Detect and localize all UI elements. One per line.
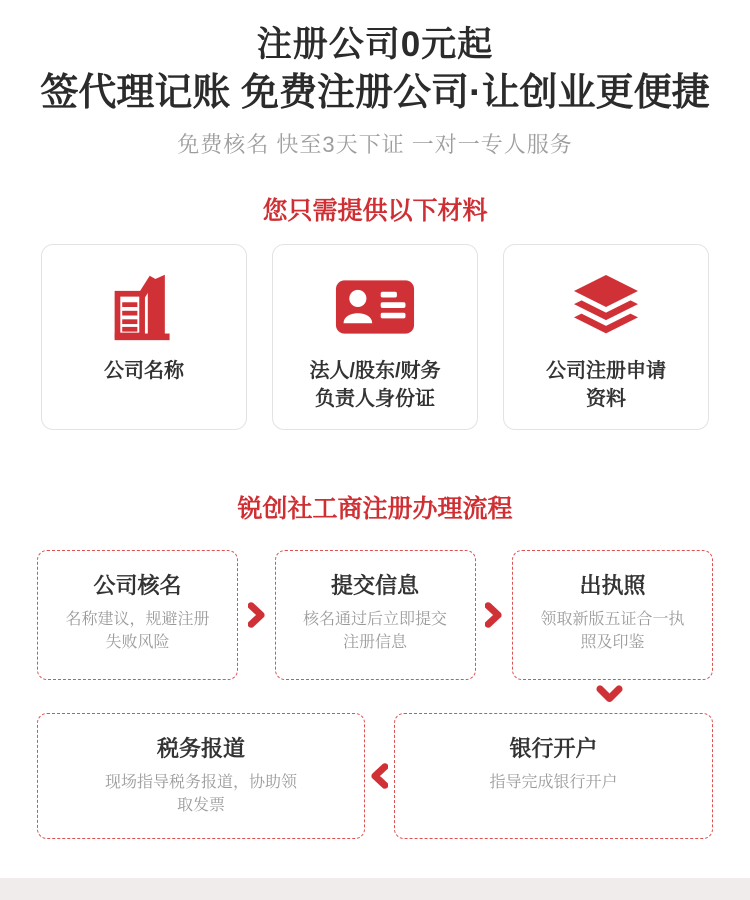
page-title-line1: 注册公司0元起 — [256, 25, 494, 64]
process-step-bank-account — [394, 713, 713, 839]
material-card-application-docs — [503, 244, 709, 430]
process-step-desc — [38, 608, 237, 654]
building-icon — [106, 271, 182, 343]
chevron-right-icon — [248, 600, 265, 630]
material-card-company-name — [41, 244, 247, 430]
process-flow-row1 — [37, 550, 713, 680]
process-step-desc — [276, 608, 475, 654]
process-step-license — [512, 550, 713, 680]
material-card-label — [309, 357, 440, 413]
process-step-name-check — [37, 550, 238, 680]
id-card-icon — [335, 271, 415, 343]
process-step-desc-line2: 照及印鉴 — [580, 634, 645, 651]
material-card-label-line1: 法人/股东/财务 — [309, 360, 441, 382]
process-step-desc — [395, 771, 712, 794]
hero-header — [0, 0, 750, 158]
process-step-desc-line1: 现场指导税务报道，协助领 — [104, 774, 297, 791]
process-step-desc — [513, 608, 712, 654]
page-subtitle: 免费核名 快至3天下证 一对一专人服务 — [177, 132, 573, 157]
layers-icon — [568, 271, 644, 343]
chevron-down-icon — [0, 685, 750, 705]
chevron-left-icon — [371, 761, 388, 791]
material-card-id-cards — [272, 244, 478, 430]
chevron-right-icon — [485, 600, 502, 630]
process-step-desc-line2: 失败风险 — [105, 634, 170, 651]
footer-bar — [0, 878, 750, 900]
process-step-desc — [38, 771, 364, 817]
material-card-label-line2: 负责人身份证 — [315, 388, 435, 410]
process-section-title: 锐创社工商注册办理流程 — [237, 495, 513, 523]
process-step-tax-registration — [37, 713, 365, 839]
material-card-label — [104, 357, 184, 385]
material-card-label-line1: 公司注册申请 — [546, 360, 666, 382]
materials-section-title: 您只需提供以下材料 — [262, 197, 488, 225]
process-step-title: 公司核名 — [93, 573, 182, 598]
process-step-desc-line1: 名称建议，规避注册 — [65, 611, 210, 628]
process-step-title: 出执照 — [579, 573, 646, 598]
process-step-title: 银行开户 — [509, 736, 598, 761]
materials-card-row — [0, 244, 750, 430]
process-step-desc-line1: 核名通过后立即提交 — [302, 611, 447, 628]
page-title-line2: 签代理记账 免费注册公司·让创业更便捷 — [40, 72, 710, 114]
process-step-title: 提交信息 — [330, 573, 419, 598]
material-card-label-line2: 资料 — [586, 388, 626, 410]
process-step-desc-line2: 注册信息 — [342, 634, 407, 651]
process-step-desc-line1: 领取新版五证合一执 — [540, 611, 685, 628]
process-step-title: 税务报道 — [156, 736, 245, 761]
material-card-label-line1: 公司名称 — [104, 360, 184, 382]
material-card-label — [546, 357, 666, 413]
process-step-desc-line2: 取发票 — [176, 797, 225, 814]
process-step-submit-info — [275, 550, 476, 680]
process-flow-row2 — [37, 713, 713, 839]
process-step-desc-line1: 指导完成银行开户 — [489, 774, 618, 791]
